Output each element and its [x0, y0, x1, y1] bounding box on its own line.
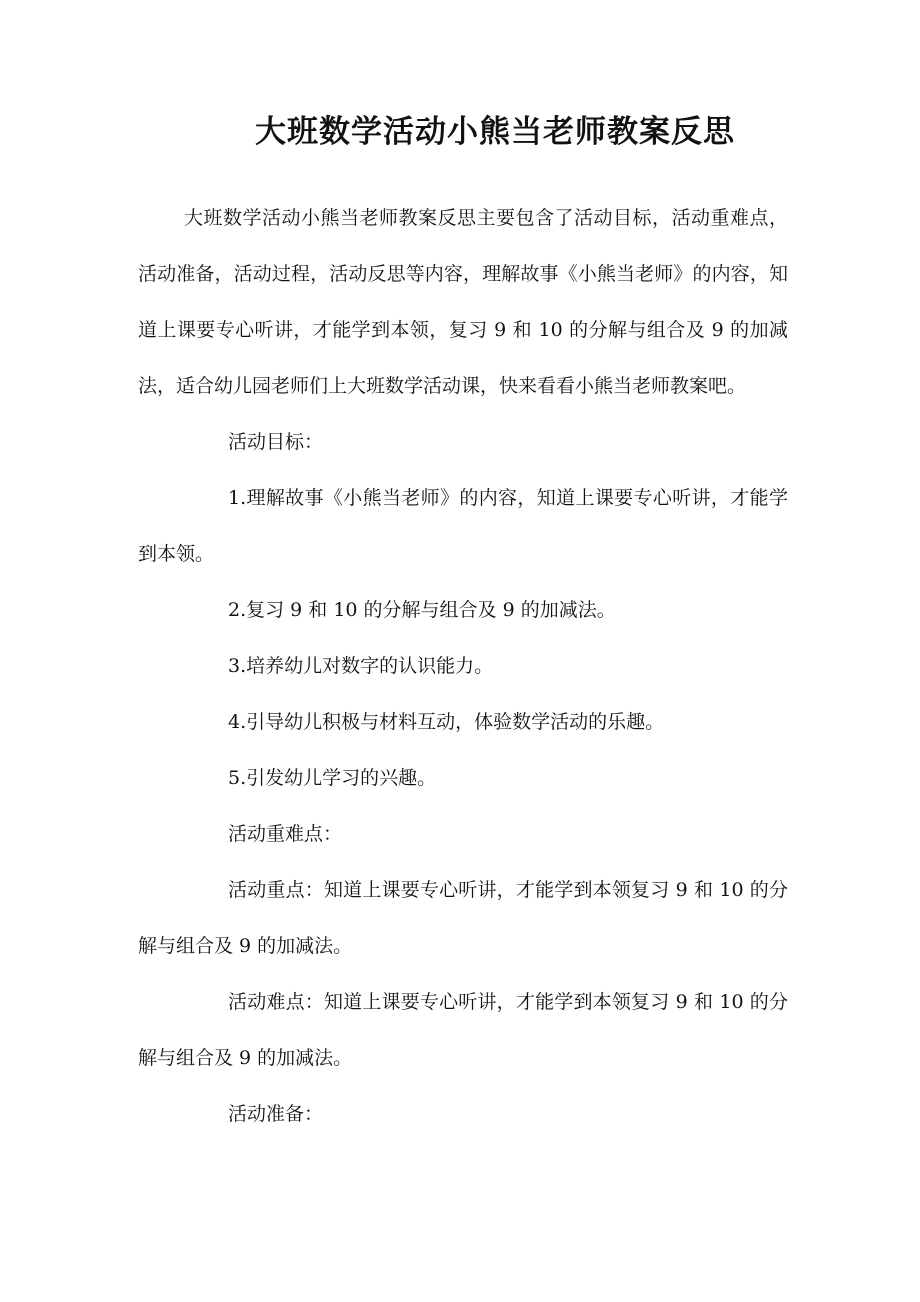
goal-item-3: 3.培养幼儿对数字的认识能力。	[228, 655, 494, 677]
preparation-heading: 活动准备：	[228, 1103, 324, 1125]
goal-item-5: 5.引发幼儿学习的兴趣。	[228, 767, 437, 789]
goal-item-1: 1.理解故事《小熊当老师》的内容，知道上课要专心听讲，才能学到本领。	[138, 487, 788, 565]
intro-paragraph: 大班数学活动小熊当老师教案反思主要包含了活动目标，活动重难点，活动准备，活动过程，活动反思等内容，理解故事《小熊当老师》的内容，知道上课要专心听讲，才能学到本领，复习 9 和 10 的分解与组合及 9 的加减法，适合幼儿园老师们上大班数学活动课，快来看看小熊当老师教案吧。	[138, 207, 788, 397]
difficulty-paragraph: 活动难点：知道上课要专心听讲，才能学到本领复习 9 和 10 的分解与组合及 9 的加减法。	[138, 991, 788, 1069]
document-title: 大班数学活动小熊当老师教案反思	[255, 114, 735, 150]
goal-item-2: 2.复习 9 和 10 的分解与组合及 9 的加减法。	[228, 599, 616, 621]
goals-heading: 活动目标：	[228, 431, 324, 453]
keypoints-heading: 活动重难点：	[228, 823, 343, 845]
goal-item-4: 4.引导幼儿积极与材料互动，体验数学活动的乐趣。	[228, 711, 665, 733]
keypoint-paragraph: 活动重点：知道上课要专心听讲，才能学到本领复习 9 和 10 的分解与组合及 9 的加减法。	[138, 879, 788, 957]
document-body	[138, 190, 788, 1142]
